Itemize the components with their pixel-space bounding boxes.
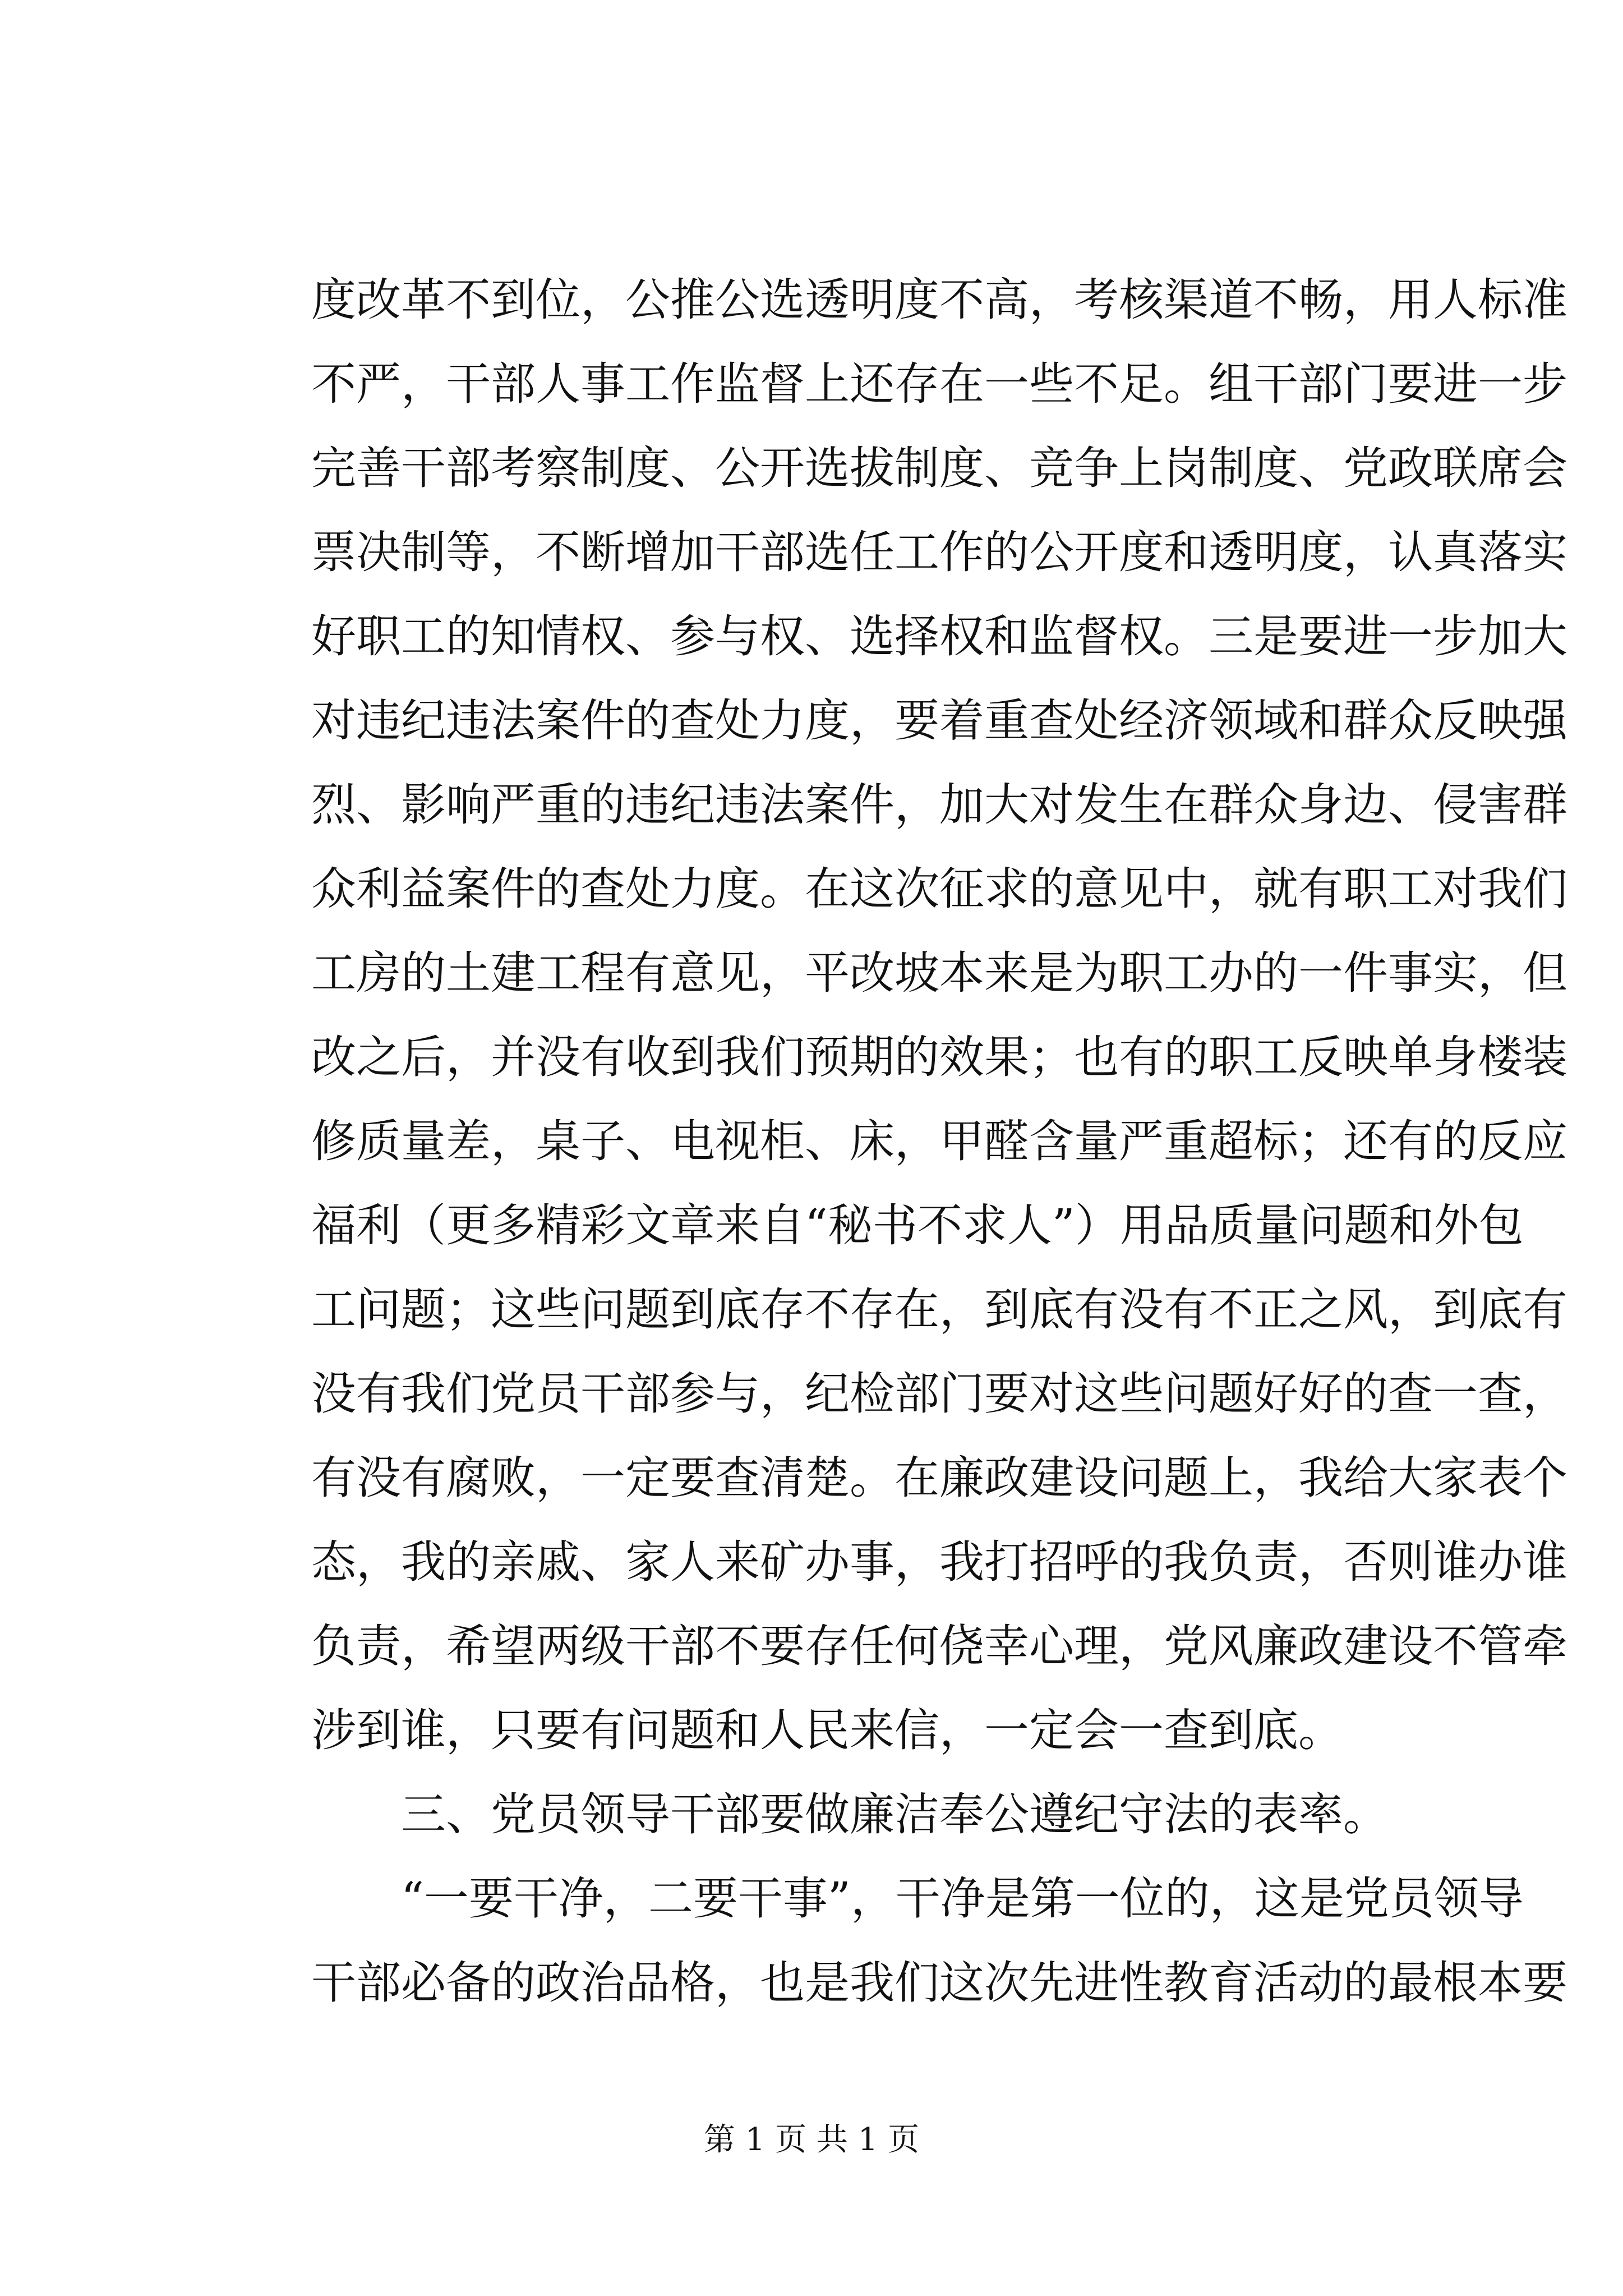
page-footer: 第 1 页 共 1 页 <box>703 2122 920 2158</box>
body-line-3: 完善干部考察制度、公开选拔制度、竞争上岗制度、党政联席会 <box>311 442 1567 494</box>
body-line-4: 票决制等，不断增加干部选任工作的公开度和透明度，认真落实 <box>311 526 1567 578</box>
body-line-12: 福利（更多精彩文章来自“秘书不求人”）用品质量问题和外包 <box>311 1199 1524 1251</box>
body-line-21: 干部必备的政治品格，也是我们这次先进性教育活动的最根本要 <box>311 1957 1567 2009</box>
body-line-7: 烈、影响严重的违纪违法案件，加大对发生在群众身边、侵害群 <box>311 779 1567 831</box>
body-line-15: 有没有腐败，一定要查清楚。在廉政建设问题上，我给大家表个 <box>311 1452 1567 1504</box>
body-line-9: 工房的土建工程有意见，平改坡本来是为职工办的一件事实，但 <box>311 947 1567 999</box>
body-line-2: 不严，干部人事工作监督上还存在一些不足。组干部门要进一步 <box>311 358 1567 410</box>
body-line-17: 负责，希望两级干部不要存任何侥幸心理，党风廉政建设不管牵 <box>311 1620 1567 1672</box>
body-line-6: 对违纪违法案件的查处力度，要着重查处经济领域和群众反映强 <box>311 694 1567 747</box>
body-line-20: “一要干净，二要干事”，干净是第一位的，这是党员领导 <box>401 1872 1524 1925</box>
body-line-5: 好职工的知情权、参与权、选择权和监督权。三是要进一步加大 <box>311 610 1567 662</box>
body-line-1: 度改革不到位，公推公选透明度不高，考核渠道不畅，用人标准 <box>311 274 1567 326</box>
section-heading: 三、党员领导干部要做廉洁奉公遵纪守法的表率。 <box>401 1788 1388 1841</box>
body-line-13: 工问题；这些问题到底存不存在，到底有没有不正之风，到底有 <box>311 1283 1567 1336</box>
document-body <box>311 258 1567 2025</box>
body-line-18: 涉到谁，只要有问题和人民来信，一定会一查到底。 <box>311 1704 1343 1756</box>
body-line-11: 修质量差，桌子、电视柜、床，甲醛含量严重超标；还有的反应 <box>311 1115 1567 1167</box>
body-line-14: 没有我们党员干部参与，纪检部门要对这些问题好好的查一查， <box>311 1368 1567 1420</box>
body-line-8: 众利益案件的查处力度。在这次征求的意见中，就有职工对我们 <box>311 863 1567 915</box>
body-line-16: 态，我的亲戚、家人来矿办事，我打招呼的我负责，否则谁办谁 <box>311 1536 1567 1588</box>
body-line-10: 改之后，并没有收到我们预期的效果；也有的职工反映单身楼装 <box>311 1031 1567 1083</box>
